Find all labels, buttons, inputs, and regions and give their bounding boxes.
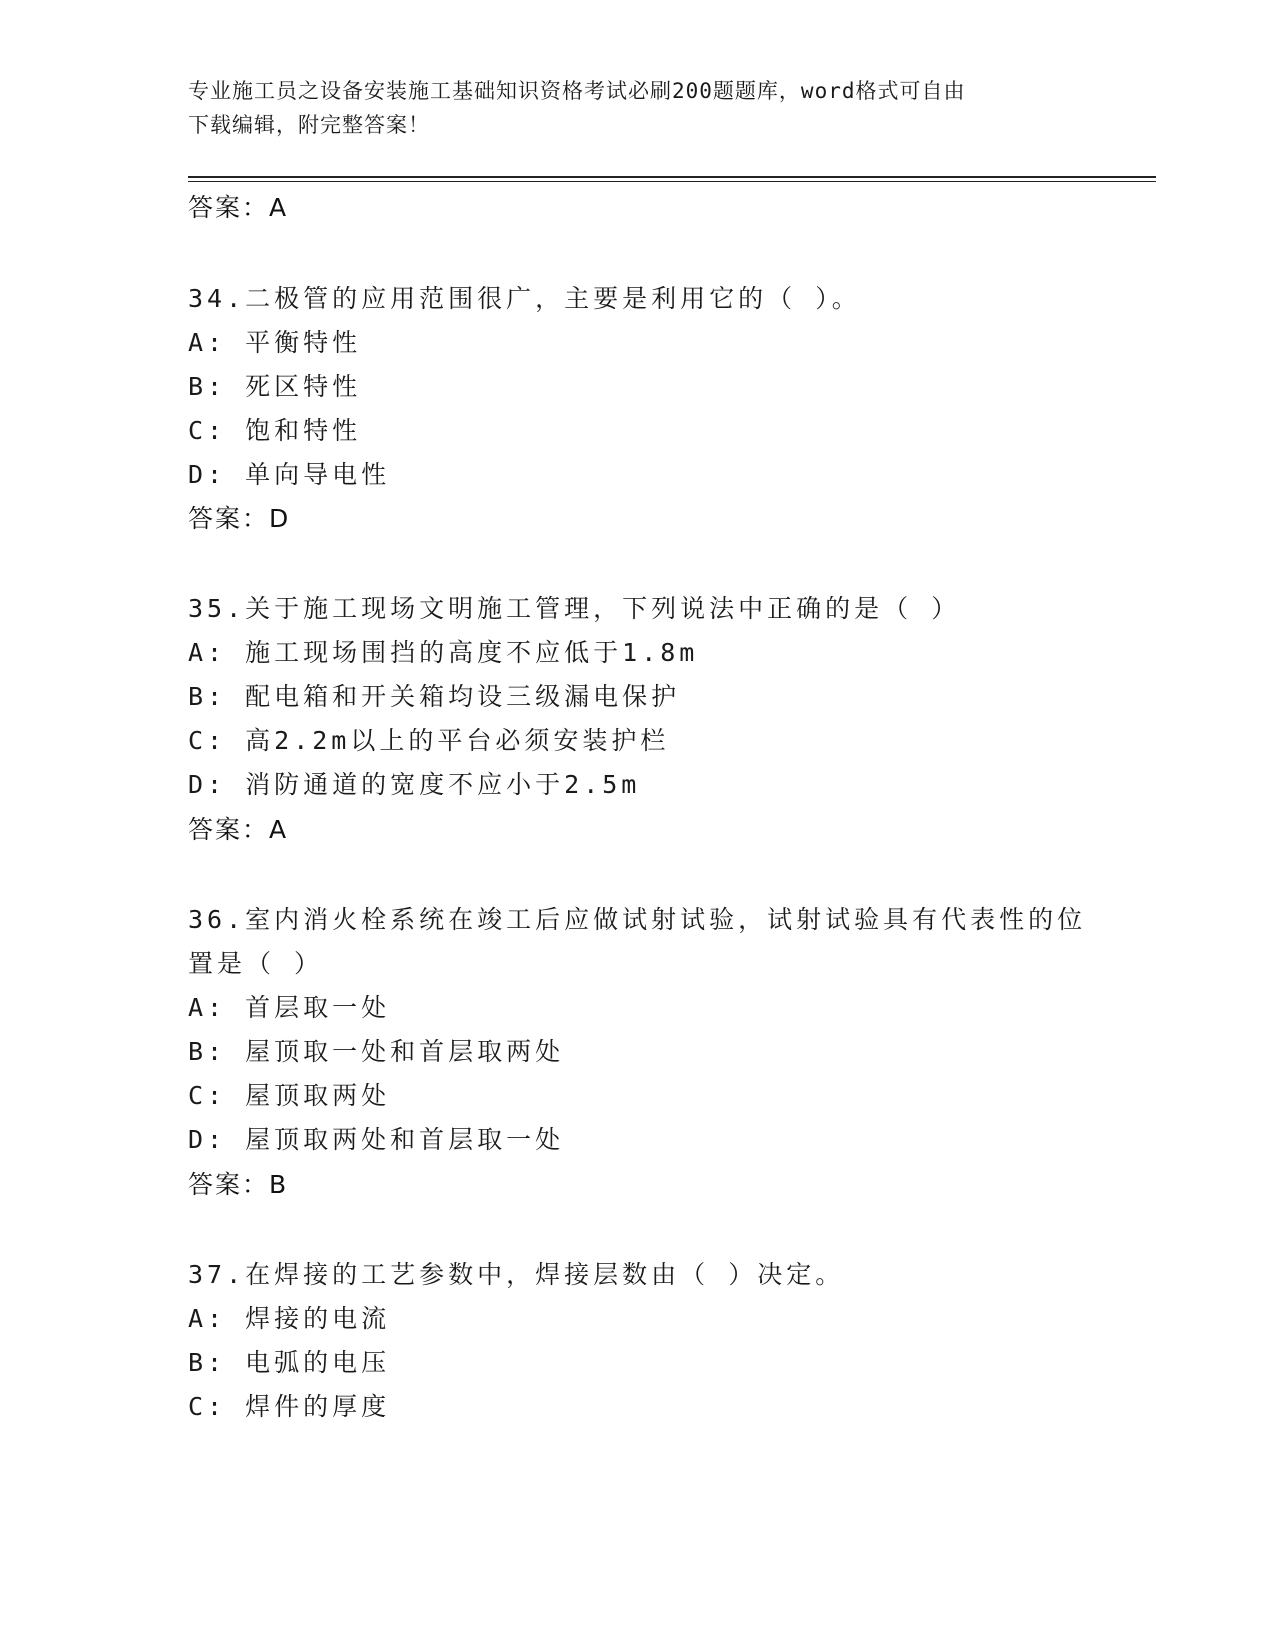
header-rule-thick: [188, 176, 1156, 178]
question-34-option-a: A: 平衡特性: [188, 328, 362, 357]
question-36-stem-line-2: 置是（ ）: [188, 949, 324, 978]
question-35-option-d: D: 消防通道的宽度不应小于2.5m: [188, 770, 641, 799]
header-line-2: 下载编辑，附完整答案！: [188, 113, 430, 137]
question-36-option-a: A: 首层取一处: [188, 993, 391, 1022]
answer-36: 答案：B: [188, 1170, 289, 1199]
answer-34: 答案：D: [188, 504, 291, 533]
question-34-option-b: B: 死区特性: [188, 372, 362, 401]
question-35-option-c: C: 高2.2m以上的平台必须安装护栏: [188, 726, 670, 755]
question-34-option-d: D: 单向导电性: [188, 460, 391, 489]
question-35-stem: 35.关于施工现场文明施工管理，下列说法中正确的是（ ）: [188, 594, 961, 623]
question-37-stem: 37.在焊接的工艺参数中，焊接层数由（ ）决定。: [188, 1260, 845, 1289]
question-35-option-b: B: 配电箱和开关箱均设三级漏电保护: [188, 682, 681, 711]
question-36-stem-line-1: 36.室内消火栓系统在竣工后应做试射试验，试射试验具有代表性的位: [188, 905, 1087, 934]
question-36-option-b: B: 屋顶取一处和首层取两处: [188, 1037, 565, 1066]
question-34-stem: 34.二极管的应用范围很广，主要是利用它的（ ）。: [188, 284, 861, 313]
question-36-option-c: C: 屋顶取两处: [188, 1081, 391, 1110]
question-34-option-c: C: 饱和特性: [188, 416, 362, 445]
question-36-option-d: D: 屋顶取两处和首层取一处: [188, 1125, 565, 1154]
question-37-option-a: A: 焊接的电流: [188, 1304, 391, 1333]
answer-33: 答案：A: [188, 193, 289, 222]
question-35-option-a: A: 施工现场围挡的高度不应低于1.8m: [188, 638, 699, 667]
header-rule-thin: [188, 181, 1156, 182]
question-37-option-c: C: 焊件的厚度: [188, 1392, 391, 1421]
document-header: [188, 74, 1088, 142]
question-37-option-b: B: 电弧的电压: [188, 1348, 391, 1377]
header-line-1: 专业施工员之设备安装施工基础知识资格考试必刷200题题库，word格式可自由: [188, 79, 966, 103]
answer-35: 答案：A: [188, 815, 289, 844]
